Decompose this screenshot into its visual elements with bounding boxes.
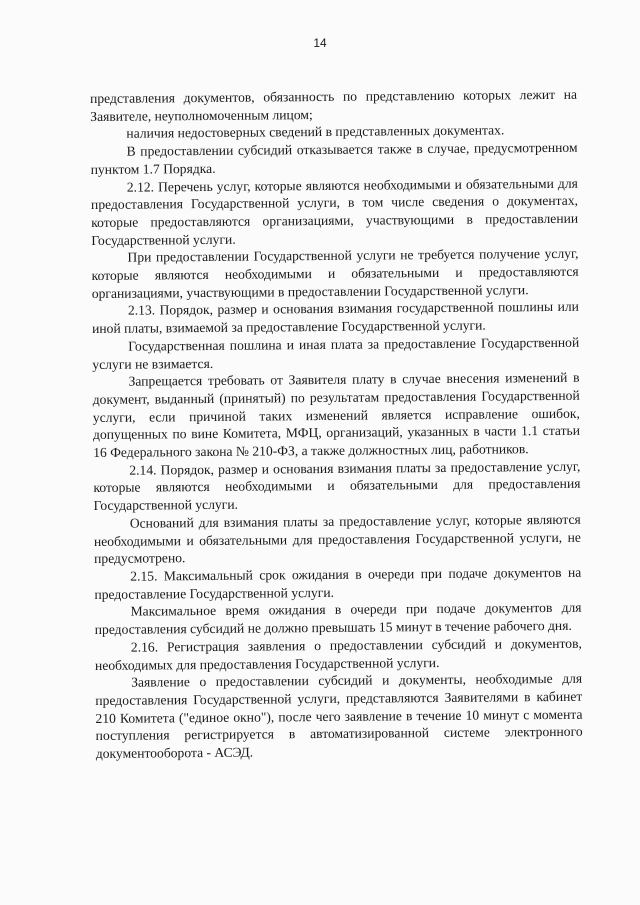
document-body: [90, 86, 583, 763]
paragraph-2-12-body: При предоставлении Государственной услуги не требуется получение услуг, которые являются необходимыми и обязательными и предоставляются организациями, участвующими в предоставлении Государственной услуги.: [91, 246, 579, 301]
paragraph-2-16-heading: 2.16. Регистрация заявления о предоставлении субсидий и документов, необходимых для предоставления Государственной услуги.: [94, 635, 582, 673]
paragraph-2-12-heading: 2.12. Перечень услуг, которые являются необходимыми и обязательными для предоставления Государственной услуги, в том числе сведения о документах, которые предоставляются организациями, участвующими в предоставлении Государственной услуги.: [90, 175, 579, 248]
paragraph-2-15-body: Максимальное время ожидания в очереди при подаче документов для предоставления субсидий не должно превышать 15 минут в течение рабочего дня.: [94, 600, 582, 638]
paragraph-2-15-heading: 2.15. Максимальный срок ожидания в очереди при подаче документов на предоставление Государственной услуги.: [94, 564, 582, 602]
page-number: 14: [313, 36, 327, 50]
paragraph-continuation: представления документов, обязанность по представлению которых лежит на Заявителе, неуполномоченным лицом;: [90, 86, 578, 124]
paragraph-2-13-fee: Государственная пошлина и иная плата за предоставление Государственной услуги не взимается.: [92, 334, 580, 372]
paragraph-2-14-heading: 2.14. Порядок, размер и основания взимания платы за предоставление услуг, которые являются необходимыми и обязательными для предоставления Государственной услуги.: [93, 458, 581, 514]
paragraph-2-16-body: Заявление о предоставлении субсидий и документы, необходимые для предоставления Государственной услуги, представляются Заявителями в кабинет 210 Комитета ("единое окно"), после чего заявление в течение 10 минут с момента поступления регистрируется в автоматизированной системе электронного документооборота - АСЭД.: [95, 670, 583, 761]
paragraph-2-14-body: Оснований для взимания платы за предоставление услуг, которые являются необходимыми и обязательными для предоставления Государственной услуги, не предусмотрено.: [93, 511, 581, 567]
paragraph-false-info: наличия недостоверных сведений в представленных документах.: [126, 122, 505, 142]
paragraph-2-13-prohibition: Запрещается требовать от Заявителя плату в случае внесения изменений в документ, выданный (принятый) по результатам предоставления Государственной услуги, если причиной таких изменений является исправление ошибок, допущенных по вине Комитета, МФЦ, организаций, указанных в части 1.1 статьи 16 Федерального закона № 210-ФЗ, а также должностных лиц, работников.: [92, 369, 581, 461]
paragraph-refusal-case: В предоставлении субсидий отказывается также в случае, предусмотренном пунктом 1.7 Порядка.: [90, 139, 578, 177]
paragraph-2-13-heading: 2.13. Порядок, размер и основания взимания государственной пошлины или иной платы, взимаемой за предоставление Государственной услуги.: [92, 299, 579, 337]
